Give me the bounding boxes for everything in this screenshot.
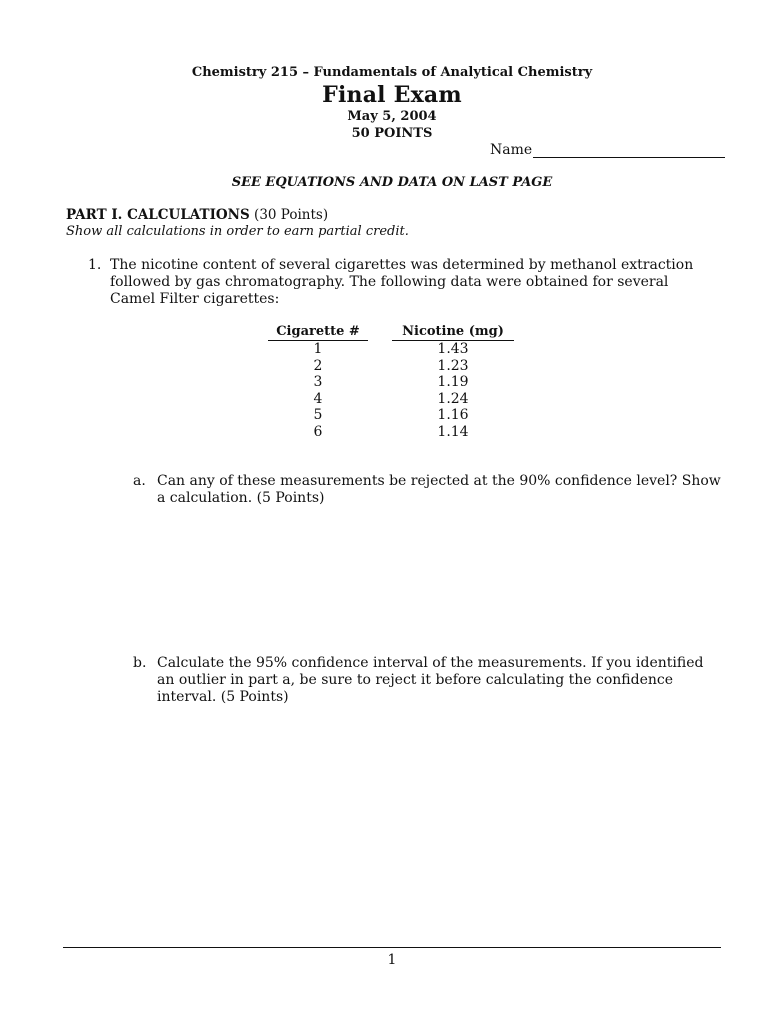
part-heading-points: (30 Points) <box>249 207 329 223</box>
table-header-row <box>268 323 514 341</box>
name-blank-line <box>533 142 725 158</box>
exam-title: Final Exam <box>322 82 462 108</box>
footer-divider <box>63 947 721 948</box>
table-cell-cigarette: 3 <box>313 374 323 391</box>
name-label: Name <box>490 142 533 158</box>
part-heading <box>66 207 328 223</box>
table-cell-nicotine: 1.24 <box>437 390 469 407</box>
column-gap <box>368 323 392 341</box>
table-cell-cigarette: 5 <box>313 407 323 424</box>
part-heading-bold: PART I. CALCULATIONS <box>66 207 250 223</box>
table-cell-nicotine: 1.23 <box>437 357 469 374</box>
subquestion-a-label: a. <box>133 473 146 489</box>
subquestion-b-text: Calculate the 95% confidence interval of the measurements. If you identified an outlier in part a, be sure to reject it before calculating the confidence interval. (5 Points) <box>157 655 704 705</box>
column-header-nicotine: Nicotine (mg) <box>392 323 514 341</box>
table-cell-nicotine: 1.19 <box>437 374 469 391</box>
table-row <box>268 358 514 375</box>
table-row <box>268 424 514 441</box>
table-row <box>268 391 514 408</box>
table-cell-nicotine: 1.43 <box>437 341 469 357</box>
table-cell-cigarette: 4 <box>313 390 323 407</box>
table-cell-nicotine: 1.16 <box>437 407 469 424</box>
table-cell-cigarette: 1 <box>313 341 323 357</box>
question-text: The nicotine content of several cigarettes was determined by methanol extraction followed by gas chromatography. The following data were obtained for several Camel Filter cigarettes: <box>110 257 694 307</box>
exam-date: May 5, 2004 <box>347 109 437 124</box>
table-cell-cigarette: 2 <box>313 357 323 374</box>
subquestion-a-text: Can any of these measurements be rejected at the 90% confidence level? Show a calculation. (5 Points) <box>157 473 721 506</box>
nicotine-data-table <box>268 323 514 441</box>
table-cell-cigarette: 6 <box>313 423 323 440</box>
table-row <box>268 341 514 358</box>
part-instructions: Show all calculations in order to earn partial credit. <box>66 224 409 239</box>
subquestion-b-label: b. <box>133 655 147 671</box>
exam-points: 50 POINTS <box>351 126 433 141</box>
name-field <box>490 142 725 158</box>
page-number: 1 <box>387 952 397 968</box>
equations-note: SEE EQUATIONS AND DATA ON LAST PAGE <box>231 175 553 190</box>
table-cell-nicotine: 1.14 <box>437 423 469 440</box>
column-header-cigarette: Cigarette # <box>268 323 368 341</box>
question-number: 1. <box>88 257 102 273</box>
course-title: Chemistry 215 – Fundamentals of Analytical Chemistry <box>191 65 593 80</box>
table-row <box>268 407 514 424</box>
table-row <box>268 374 514 391</box>
